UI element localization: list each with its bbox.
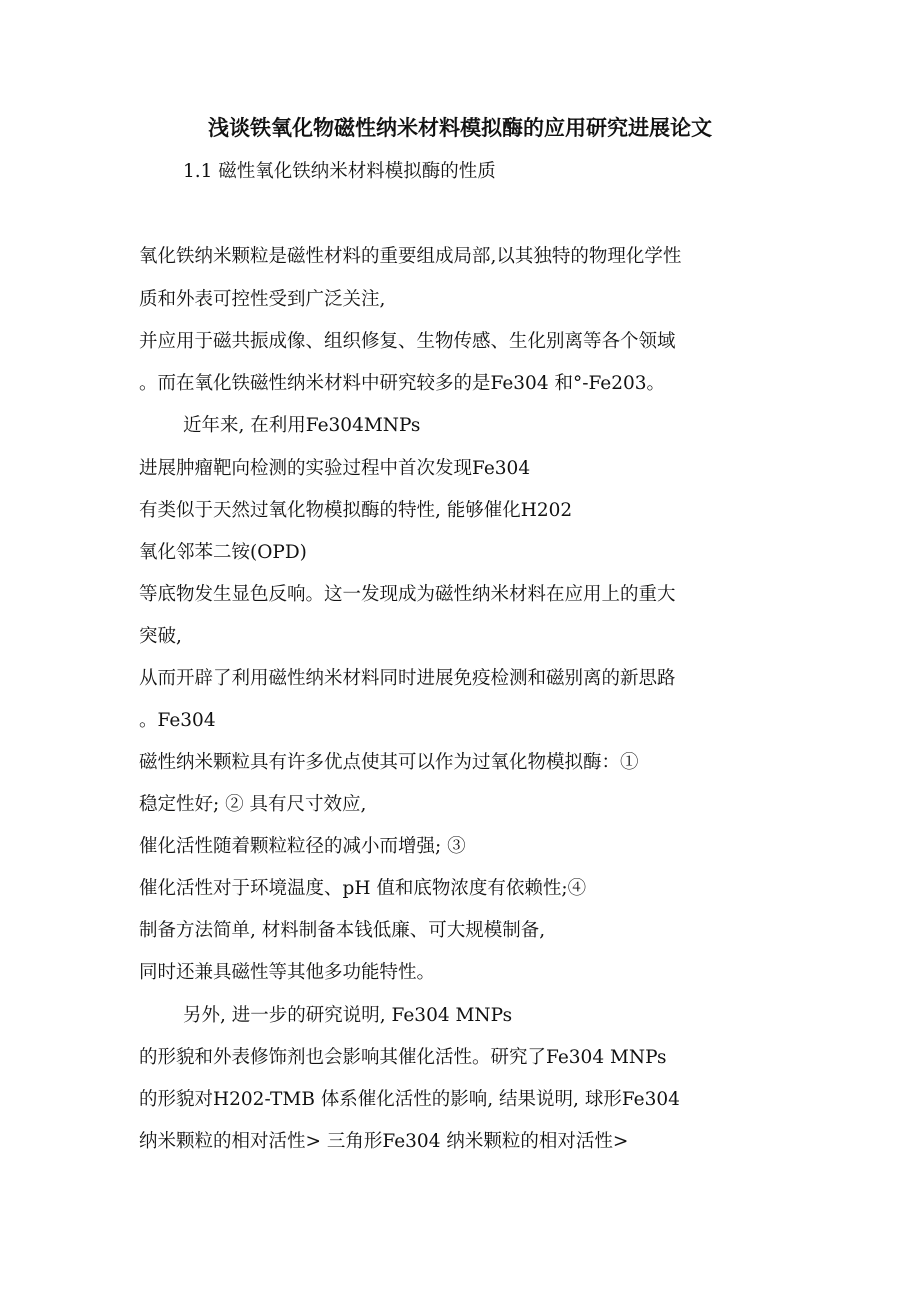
paragraph-line: 催化活性对于环境温度、pH 值和底物浓度有依赖性;④: [139, 878, 587, 899]
paragraph-line: 的形貌和外表修饰剂也会影响其催化活性。研究了Fe304 MNPs: [139, 1047, 667, 1068]
paragraph-line: 近年来, 在利用Fe304MNPs: [183, 415, 421, 436]
paragraph-line: 的形貌对H202-TMB 体系催化活性的影响, 结果说明, 球形Fe304: [139, 1089, 680, 1110]
paragraph-line: 从而开辟了利用磁性纳米材料同时进展免疫检测和磁别离的新思路: [139, 668, 676, 689]
paragraph-line: 有类似于天然过氧化物模拟酶的特性, 能够催化H202: [139, 500, 573, 521]
paragraph-line: 。而在氧化铁磁性纳米材料中研究较多的是Fe304 和°-Fe203。: [139, 373, 666, 394]
paragraph-line: 质和外表可控性受到广泛关注,: [139, 289, 386, 310]
paragraph-line: 并应用于磁共振成像、组织修复、生物传感、生化别离等各个领域: [139, 331, 676, 352]
paragraph-line: 。Fe304: [139, 710, 216, 731]
paragraph-line: 制备方法简单, 材料制备本钱低廉、可大规模制备,: [139, 920, 546, 941]
paragraph-line: 突破,: [139, 626, 182, 647]
paragraph-line: 氧化铁纳米颗粒是磁性材料的重要组成局部,以其独特的物理化学性: [139, 246, 682, 267]
paragraph-line: 磁性纳米颗粒具有许多优点使其可以作为过氧化物模拟酶：①: [139, 752, 639, 773]
paragraph-line: 进展肿瘤靶向检测的实验过程中首次发现Fe304: [139, 458, 531, 479]
paragraph-line: 氧化邻苯二铵(OPD): [139, 542, 307, 563]
paragraph-line: 同时还兼具磁性等其他多功能特性。: [139, 962, 436, 983]
paragraph-line: 催化活性随着颗粒粒径的减小而增强; ③: [139, 836, 466, 857]
paragraph-line: 等底物发生显色反响。这一发现成为磁性纳米材料在应用上的重大: [139, 584, 676, 605]
paragraph-line: 纳米颗粒的相对活性> 三角形Fe304 纳米颗粒的相对活性>: [139, 1131, 629, 1152]
section-heading: 1.1 磁性氧化铁纳米材料模拟酶的性质: [183, 161, 496, 182]
paragraph-line: 另外, 进一步的研究说明, Fe304 MNPs: [183, 1005, 513, 1026]
paragraph-line: 稳定性好; ② 具有尺寸效应,: [139, 794, 367, 815]
document-title: 浅谈铁氧化物磁性纳米材料模拟酶的应用研究进展论文: [208, 115, 712, 140]
